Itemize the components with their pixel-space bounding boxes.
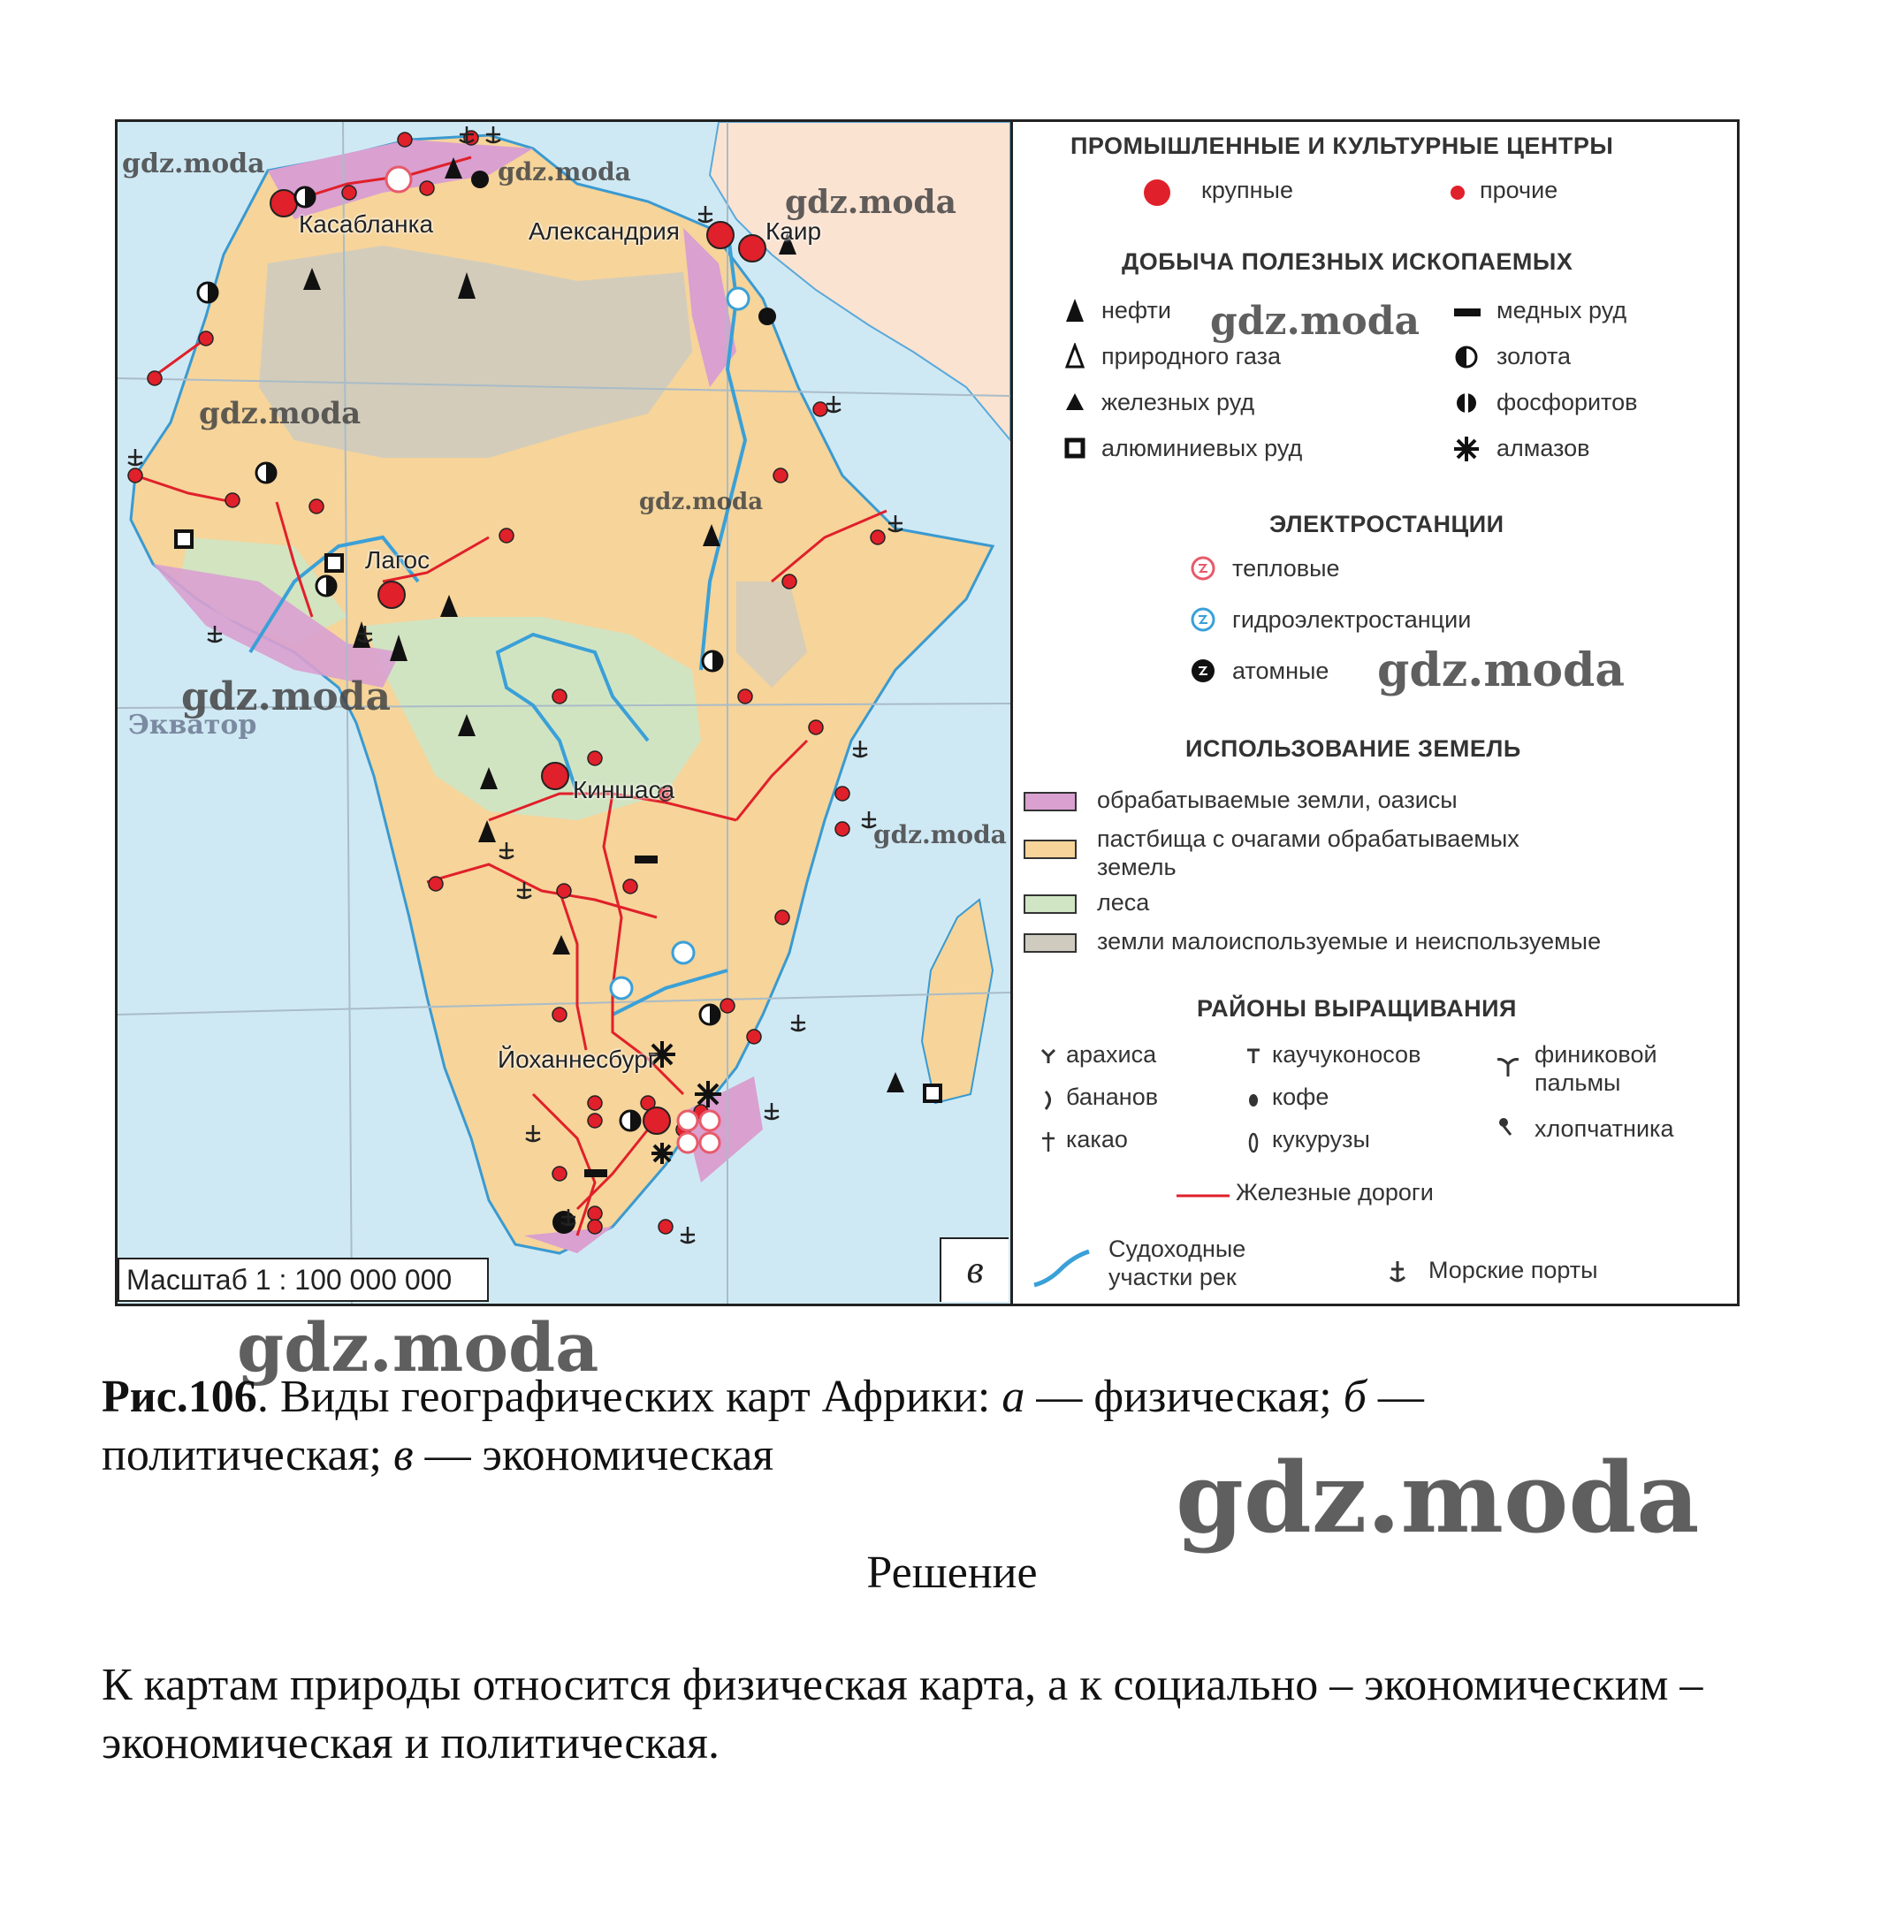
figure-number: Рис.106 (102, 1372, 257, 1422)
railway-icon (1177, 1191, 1230, 1200)
legend-power-title: ЭЛЕКТРОСТАНЦИИ (1269, 511, 1504, 537)
unused-land-swatch (1024, 933, 1077, 953)
legend-gold: золота (1497, 343, 1572, 369)
watermark: gdz.moda (181, 674, 392, 719)
pasture-swatch (1024, 840, 1077, 859)
banana-icon (1040, 1089, 1057, 1112)
hydro-power-icon (1190, 606, 1216, 633)
forest-swatch (1024, 894, 1077, 914)
legend-thermal: тепловые (1232, 555, 1340, 582)
africa-map (118, 122, 1013, 1304)
cocoa-icon (1040, 1130, 1057, 1154)
nuclear-power-icon (1190, 658, 1216, 684)
caption-text: . Виды географических карт Африки: (256, 1372, 1002, 1422)
legend-coffee: кофе (1272, 1084, 1329, 1110)
legend-cotton: хлопчатника (1535, 1115, 1674, 1142)
answer-text: К картам природы относится физическая карта, а к социально – экономическим – экономическая и политическая. (102, 1660, 1703, 1768)
legend-peanut: арахиса (1066, 1041, 1157, 1068)
watermark: gdz.moda (237, 1308, 599, 1387)
copper-icon (1452, 306, 1482, 318)
legend-date-palm: финиковой (1535, 1041, 1657, 1068)
legend-rubber: каучуконосов (1272, 1041, 1421, 1068)
legend-centers-title: ПРОМЫШЛЕННЫЕ И КУЛЬТУРНЫЕ ЦЕНТРЫ (1070, 133, 1614, 159)
legend-hydro: гидроэлектростанции (1232, 606, 1472, 633)
large-city-icon (1141, 177, 1173, 209)
watermark: gdz.moda (639, 489, 764, 515)
watermark: gdz.moda (873, 820, 1007, 849)
watermark: gdz.moda (785, 184, 956, 221)
caption-text: — политическая; (102, 1372, 1424, 1480)
legend-unused: земли малоиспользуемые и неиспользуемые (1097, 928, 1602, 955)
economic-map-figure (115, 119, 1740, 1306)
caption-letter-v: в (393, 1430, 414, 1480)
map-scale: Масштаб 1 : 100 000 000 (118, 1258, 489, 1302)
legend-other-centers: прочие (1480, 177, 1558, 203)
legend-phosphorite: фосфоритов (1497, 389, 1638, 415)
legend-date-palm-cont: пальмы (1535, 1069, 1621, 1096)
coffee-icon (1245, 1091, 1262, 1110)
watermark: gdz.moda (1377, 643, 1626, 697)
watermark: gdz.moda (1176, 1441, 1700, 1555)
legend-iron: железных руд (1101, 389, 1255, 415)
date-palm-icon (1495, 1055, 1521, 1078)
legend-diamonds: алмазов (1497, 435, 1590, 461)
city-label: Александрия (529, 217, 680, 245)
legend-railways: Железные дороги (1236, 1179, 1434, 1206)
city-label: Касабланка (299, 210, 434, 238)
watermark: gdz.moda (498, 157, 631, 186)
river-icon (1031, 1246, 1093, 1290)
legend-crops-title: РАЙОНЫ ВЫРАЩИВАНИЯ (1197, 995, 1517, 1022)
legend-rivers-cont: участки рек (1108, 1264, 1237, 1290)
legend-pasture-cont: земель (1097, 854, 1177, 880)
city-label: Киншаса (573, 776, 675, 803)
watermark: gdz.moda (1210, 299, 1420, 344)
legend-mining-title: ДОБЫЧА ПОЛЕЗНЫХ ИСКОПАЕМЫХ (1122, 248, 1573, 275)
legend-cultivated: обрабатываемые земли, оазисы (1097, 787, 1458, 813)
legend-land-title: ИСПОЛЬЗОВАНИЕ ЗЕМЕЛЬ (1185, 735, 1521, 762)
equator-label: Экватор (128, 710, 257, 741)
legend-cocoa: какао (1066, 1126, 1128, 1152)
caption-text: — экономическая (413, 1430, 774, 1480)
legend-copper: медных руд (1497, 297, 1627, 323)
thermal-power-icon (1190, 555, 1216, 582)
phosphorite-icon (1454, 391, 1479, 415)
watermark: gdz.moda (122, 148, 265, 179)
legend-large-centers: крупные (1201, 177, 1293, 203)
small-city-icon (1449, 184, 1466, 202)
legend-corn: кукурузы (1272, 1126, 1370, 1152)
legend-forest: леса (1097, 889, 1150, 916)
cultivated-swatch (1024, 792, 1077, 811)
legend-aluminium: алюминиевых руд (1101, 435, 1303, 461)
port-icon (1387, 1259, 1408, 1285)
oil-icon (1063, 297, 1086, 323)
city-label: Каир (765, 217, 822, 245)
gold-icon (1454, 345, 1479, 369)
caption-text: — физическая; (1024, 1372, 1344, 1422)
legend-gas: природного газа (1101, 343, 1281, 369)
city-label: Йоханнесбург (498, 1046, 658, 1073)
rubber-icon (1245, 1046, 1262, 1066)
watermark: gdz.moda (199, 396, 362, 431)
solution-title: Решение (866, 1548, 1038, 1598)
city-label: Лагос (365, 546, 430, 574)
corn-icon (1245, 1131, 1262, 1154)
cotton-icon (1495, 1115, 1518, 1138)
caption-letter-a: а (1002, 1372, 1025, 1422)
legend-oil: нефти (1101, 297, 1171, 323)
legend-rivers: Судоходные (1108, 1236, 1246, 1262)
map-legend (1013, 122, 1737, 1304)
figure-caption (102, 1368, 1710, 1485)
legend-nuclear: атомные (1232, 658, 1329, 684)
peanut-icon (1040, 1046, 1057, 1066)
aluminium-icon (1063, 437, 1086, 460)
caption-letter-b: б (1343, 1372, 1367, 1422)
legend-banana: бананов (1066, 1084, 1159, 1110)
legend-ports: Морские порты (1428, 1257, 1598, 1283)
legend-pasture: пастбища с очагами обрабатываемых (1097, 825, 1519, 852)
gas-icon (1063, 343, 1086, 369)
map-letter: в (940, 1237, 1009, 1302)
diamond-icon (1452, 435, 1481, 463)
iron-icon (1063, 391, 1086, 412)
